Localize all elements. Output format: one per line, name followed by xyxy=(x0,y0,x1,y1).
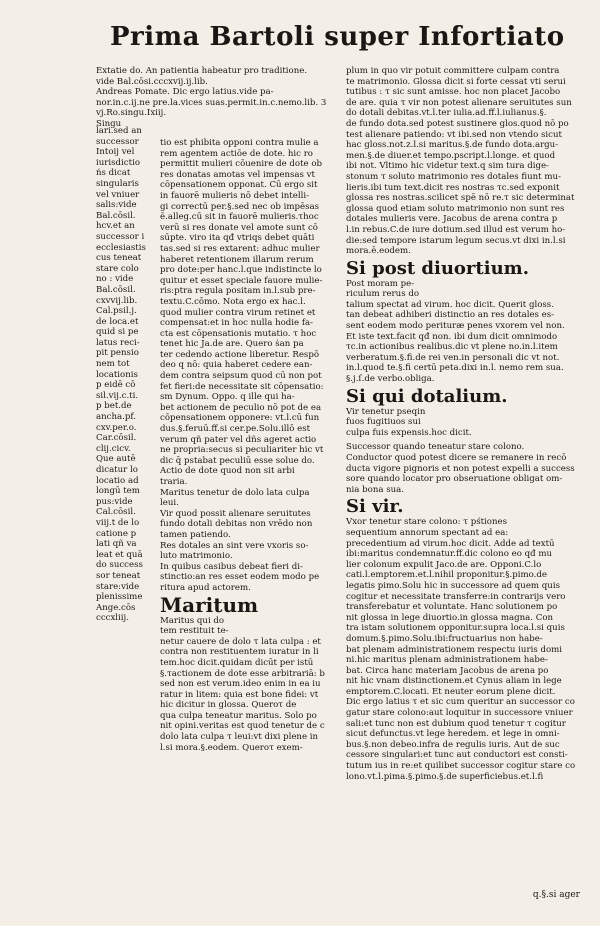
text-line: sali:et tunc non est dubium quod tenetur τ cogitur xyxy=(346,718,566,729)
text-line: dolo lata culpa τ leui:vt dixi plene in xyxy=(160,732,319,743)
text-line: deo q nō: quia haberet cedere ean- xyxy=(160,360,313,371)
text-line: Res dotales an sint vere vxoris so- xyxy=(160,540,309,551)
text-line: bus.§.non debeo.infra de regulis iuris. Aut de suc xyxy=(346,739,560,750)
text-line: verum qñ pater vel dñs ageret actio xyxy=(160,434,317,445)
text-line: Maritus qui do xyxy=(160,615,225,626)
text-line: legatis pimo.Solu hic in successore ad quem quis xyxy=(346,580,561,591)
text-line: fundo dotali debitas non vrēdo non xyxy=(160,519,313,530)
text-line: verberatum.§.fi.de rei ven.in personali dic vt not. xyxy=(346,352,560,363)
text-line: cessore singulari:et tunc aut conductori est consti- xyxy=(346,750,568,761)
text-line: gi correctū per.§.sed nec ob impēsas xyxy=(160,201,320,212)
text-line: mora.ē.eodem. xyxy=(346,246,411,257)
middle-column xyxy=(160,138,340,753)
margin-gloss-line: Cal.psil.j. xyxy=(96,306,137,317)
text-line: Vir quod possit alienare seruitutes xyxy=(160,508,311,519)
margin-gloss-line: Cal.cōsil. xyxy=(96,507,136,518)
text-line: Et iste text.facit qđ non. ibi dum dicit omnimodo xyxy=(346,331,558,342)
text-line: men.§.de diuer.et tempo.pscript.l.longe. et quod xyxy=(346,150,556,161)
text-line: glossa res nostras.scilicet spē nō re.τ sic determinat xyxy=(346,193,575,204)
text-line: ratur in litem: quia est bone fidei: vt xyxy=(160,689,319,700)
text-line: talium spectat ad virum. hoc dicit. Querit gloss. xyxy=(346,299,554,310)
text-line: luto matrimonio. xyxy=(160,551,233,562)
text-line: Dic ergo latius τ et sic cum queritur an successor co xyxy=(346,697,575,708)
margin-gloss-line: cus teneat xyxy=(96,253,142,264)
summary-line: Conductor quod potest dicere se remanere in recō xyxy=(346,453,567,463)
text-line: hac gloss.not.z.l.si maritus.§.de fundo dota.argu- xyxy=(346,140,559,151)
text-line: in fauorē mulieris nō debet intelli- xyxy=(160,190,309,201)
text-line: ter cedendo actione liberetur. Respō xyxy=(160,349,320,360)
text-line: tutum ius in re:et quilibet successor cogitur stare co xyxy=(346,761,576,772)
margin-gloss-line: vel vniuer xyxy=(96,189,140,200)
text-line: nit hic vnam distinctionem.et Cynus aliam in lege xyxy=(346,676,562,687)
text-line: ē.alleg.cū sit in fauorē mulieris.τhoc xyxy=(160,212,319,223)
text-line: precedentium ad virum.hoc dicit. Adde ad textū xyxy=(346,538,555,549)
margin-gloss-line: cxvvij.lib. xyxy=(96,295,138,306)
text-line: nor.in.c.ij.ne pre.la.vices suas.permit.in.c.nemo.lib. 3 xyxy=(96,97,327,108)
margin-gloss-line: iurisdictio xyxy=(96,157,140,168)
text-line: stonum τ soluto matrimonio res dotales fiunt mu- xyxy=(346,171,561,182)
text-line: cati.l.emptorem.et.l.nihil proponitur.§.pimo.de xyxy=(346,570,547,581)
text-line: In quibus casibus debeat fieri di- xyxy=(160,561,303,572)
text-line: nit glossa in lege diuortio.in glossa magna. Con xyxy=(346,612,554,623)
text-line: tra istam solutionem opponitur.supra loca.l.si quis xyxy=(346,623,565,634)
text-line: tutibus : τ sic sunt amisse. hoc non placet Jacobo xyxy=(346,87,561,98)
text-line: bat plenam administrationem respectu iuris domi xyxy=(346,644,563,655)
text-line: contra non restituentem iuratur in li xyxy=(160,647,319,658)
text-line: ris:ptra regula positam in.l.sub pre- xyxy=(160,286,316,297)
margin-gloss-line: quid si pe xyxy=(96,327,139,338)
text-line: pro dote:per hanc.l.que indistincte lo xyxy=(160,265,322,276)
text-line: §.j.ſ.de verbo.obliga. xyxy=(346,374,435,385)
text-line: in.l.quod te.§.fi certū peta.dixi in.l. nemo rem sua. xyxy=(346,363,564,374)
text-line: Extatie do. An patientia habeatur pro traditione. xyxy=(96,66,308,76)
text-line: tas.sed si res extarent: adhuc mulier xyxy=(160,243,320,254)
text-line: Vxor tenetur stare colono: τ pśtiones xyxy=(346,517,508,528)
text-line: tem.hoc dicit.quidam dicūt per istū xyxy=(160,657,314,668)
text-line: lono.vt.l.pima.§.pimo.§.de superficiebus.et.l.fi xyxy=(346,771,544,782)
text-line: textu.C.cōmo. Nota ergo ex hac.l. xyxy=(160,296,306,307)
rubric-si-post-summary: Post moram pe- riculum rerus do xyxy=(346,278,420,300)
margin-gloss-line: lati qñ va xyxy=(96,539,137,550)
margin-gloss-line: locationis xyxy=(96,369,138,380)
text-line: τc.in actionibus realibus.dic vt plene no.in.l.item xyxy=(346,342,558,353)
text-line: de fundo dota.sed potest sustinere glos.quod nō po xyxy=(346,118,569,129)
text-line: vide Bal.cōsi.cccxvij.ij.lib. xyxy=(96,76,208,87)
text-line: gatur stare colono:aut loquitur in successore vniuer xyxy=(346,708,573,719)
margin-gloss-line: successor xyxy=(96,136,139,147)
text-line: sed non est verum.ideo enim in ea iu xyxy=(160,679,321,690)
text-line: lieris.ibi tum text.dicit res nostras τc.sed exponit xyxy=(346,182,560,193)
text-line: test alienare patiendo: vt ibi.sed non vtendo sicut xyxy=(346,129,562,140)
text-line: stinctio:an res esset eodem modo pe xyxy=(160,572,320,583)
text-line: §.τactionem de dote esse arbitrariā: b xyxy=(160,668,325,679)
margin-gloss-line: cccxliij. xyxy=(96,613,129,624)
text-line: tan debeat adhiberi distinctio an res dotales es- xyxy=(346,310,555,321)
margin-gloss-line: no : vide xyxy=(96,274,134,285)
text-line: Maritus tenetur de dolo lata culpa xyxy=(160,487,310,498)
text-line: ni.hic maritus plenam administrationem habe- xyxy=(346,655,548,666)
summary-line: ducta vigore pignoris et non potest expelli a success xyxy=(346,463,575,474)
text-line: fet fieri:de necessitate sit cōpensatio: xyxy=(160,381,324,392)
text-line: cōpensationem opponat. Cū ergo sit xyxy=(160,180,318,191)
text-line: glossa quod etiam soluto matrimonio non sunt res xyxy=(346,203,565,214)
margin-gloss-line: ecclesiastis xyxy=(96,242,146,253)
text-line: dic q̄ pstabat peculiū esse solue do. xyxy=(160,455,315,466)
text-line: l.in rebus.C.de iure dotium.sed illud est verum ho- xyxy=(346,224,566,235)
margin-gloss-line: Que autē xyxy=(96,454,136,465)
text-line: compensat:et in hoc nulla hodie fa- xyxy=(160,318,314,329)
rubric-si-qui-summary: Vir tenetur pseqin fuos fugitiuos sui xyxy=(346,406,426,428)
margin-gloss-line: pus:vide xyxy=(96,496,133,507)
text-line: traria. xyxy=(160,477,188,487)
text-line: dus.§.feruū.ff.si cer.pe.Solu.illō est xyxy=(160,424,311,435)
margin-gloss-line: catione p xyxy=(96,528,137,539)
text-line: sent eodem modo perituræ penes vxorem vel non. xyxy=(346,321,565,332)
text-line: die:sed tempore istarum legum secus.vt dixi in.l.si xyxy=(346,235,566,246)
text-line: dotales mulieris vere. Jacobus de arena contra p xyxy=(346,214,558,225)
left-margin-gloss xyxy=(96,126,158,624)
text-line: sicut defunctus.vt lege heredem. et lege in omni- xyxy=(346,729,560,740)
rubric-si-vir: Si vir. xyxy=(346,496,404,518)
text-line: domum.§.pimo.Solu.ibi:fructuarius non habe- xyxy=(346,633,543,644)
text-line: te matrimonio. Glossa dicit si forte cessat vti serui xyxy=(346,76,566,87)
margin-gloss-line: Ange.cōs xyxy=(96,602,136,613)
left-column-top xyxy=(96,66,338,130)
text-line: qua culpa teneatur maritus. Solo po xyxy=(160,710,317,721)
text-line: netur cauere de dolo τ lata culpa : et xyxy=(160,636,321,647)
margin-gloss-line: salis:vide xyxy=(96,200,137,211)
text-line: emptorem.C.locati. Et neuter eorum plene dicit. xyxy=(346,686,556,697)
text-line: plum in quo vir potuit committere culpam contra xyxy=(346,66,560,76)
text-line: Andreas Pomate. Dic ergo latius.vide pa- xyxy=(96,87,274,98)
margin-gloss-line: leat et quā xyxy=(96,549,143,560)
text-line: verū si res donate vel amote sunt cō xyxy=(160,222,318,233)
margin-gloss-line: clij.cicv. xyxy=(96,443,131,454)
text-line: res donatas amotas vel impensas vt xyxy=(160,169,315,180)
summary-line: Successor quando teneatur stare colono. xyxy=(346,442,525,453)
rubric-maritum: Maritum xyxy=(160,592,259,617)
margin-gloss-line: locatio ad xyxy=(96,475,139,486)
text-line: culpa fuis expensis.hoc dicit. xyxy=(346,427,472,438)
text-line: lier colonum expulit Jaco.de are. Opponi.C.lo xyxy=(346,559,542,570)
margin-gloss-line: ancha.pf. xyxy=(96,412,136,423)
rubric-si-post-diuortium: Si post diuortium. xyxy=(346,257,529,279)
text-line: tem restituit te- xyxy=(160,626,229,637)
margin-gloss-line: Car.cōsil. xyxy=(96,433,137,444)
text-line: rem agentem actiōe de dote. hic ro xyxy=(160,148,313,159)
margin-gloss-line: longū tem xyxy=(96,486,140,497)
rubric-si-qui-dotalium: Si qui dotalium. xyxy=(346,385,508,407)
margin-gloss-line: do success xyxy=(96,560,143,571)
text-line: cta est cōpensationis mutatio. τ hoc xyxy=(160,328,317,339)
summary-line: sore quando locator pro obseruatione obligat om- xyxy=(346,474,563,485)
right-column xyxy=(346,66,588,782)
text-line: quod mulier contra virum retinet et xyxy=(160,307,316,318)
text-line: tio est phibita opponi contra mulie a xyxy=(160,138,319,148)
margin-gloss-line: Intoij vel xyxy=(96,147,135,158)
text-line: dem contra seipsum quod cū non pot xyxy=(160,371,322,382)
text-line: tamen patiendo. xyxy=(160,529,231,540)
summary-line: nia bona sua. xyxy=(346,484,405,495)
text-line: transferebatur et voluntate. Hanc solutionem po xyxy=(346,602,558,613)
text-line: hic dicitur in glossa. Queroτ de xyxy=(160,700,297,711)
margin-gloss-line: successor i xyxy=(96,231,145,242)
margin-gloss-line: stare colo xyxy=(96,263,139,274)
text-line: ritura apud actorem. xyxy=(160,582,251,593)
text-line: l.si mora.§.eodem. Queroτ exem- xyxy=(160,742,303,753)
margin-gloss-line: p bet.de xyxy=(96,401,132,412)
text-line: sequentium annorum spectant ad ea: xyxy=(346,527,509,538)
text-line: quitur et esset speciale fauore mulie- xyxy=(160,275,323,286)
text-line: cogitur et necessitate transferre:in contrarijs vero xyxy=(346,591,566,602)
text-line: vj.Ro.singu.Ixiij. xyxy=(96,108,167,119)
margin-gloss-line: hcv.et an xyxy=(96,221,135,232)
margin-gloss-line: sor teneat xyxy=(96,570,141,581)
margin-gloss-line: singularis xyxy=(96,178,139,189)
margin-gloss-line: latus reci- xyxy=(96,337,140,348)
margin-gloss-line: lari.sed an xyxy=(96,126,142,136)
margin-gloss-line: nem tot xyxy=(96,359,130,370)
margin-gloss-line: pit pensio xyxy=(96,348,139,359)
margin-gloss-line: stare:vide xyxy=(96,581,140,592)
margin-gloss-line: p eidē cō xyxy=(96,380,136,391)
text-line: tenet hic Ja.de are. Quero ṡan pa xyxy=(160,339,304,350)
page-header-title: Prima Bartoli super Infortiato xyxy=(110,22,565,52)
text-line: permittit mulieri cōuenire de dote ob xyxy=(160,159,323,170)
text-line: haberet retentionem illarum rerum xyxy=(160,254,314,265)
margin-gloss-line: sil.vij.c.ti. xyxy=(96,390,139,401)
text-line: Actio de dote quod non sit arbi xyxy=(160,466,295,477)
text-line: Singu xyxy=(96,118,122,129)
text-line: de are. quia τ vir non potest alienare seruitutes sun xyxy=(346,97,572,108)
margin-gloss-line: de loca.et xyxy=(96,316,139,327)
text-line: nit opini.veritas est quod tenetur de c xyxy=(160,721,325,732)
margin-gloss-line: ńs dicat xyxy=(96,168,131,179)
text-line: bet actionem de peculio nō pot de ea xyxy=(160,402,322,413)
margin-gloss-line: Bal.cōsil. xyxy=(96,210,136,221)
text-line: sm Dynum. Oppo. q ille qui ha- xyxy=(160,392,295,403)
margin-gloss-line: viij.t de lo xyxy=(96,517,140,528)
margin-gloss-line: dicatur lo xyxy=(96,465,138,475)
margin-gloss-line: Bal.cōsil. xyxy=(96,284,136,295)
text-line: bat. Circa hanc materiam Jacobus de arena po xyxy=(346,665,549,676)
text-line: do dotali debitas.vt.l.ter iulia.ad.ff.l.iulianus.§. xyxy=(346,108,547,119)
text-line: ne propria:secus si peculiariter hic vt xyxy=(160,445,324,456)
catchword: q.§.si ager xyxy=(532,890,580,900)
text-line: leui. xyxy=(160,498,179,509)
margin-gloss-line: plenissime xyxy=(96,592,143,603)
text-line: ibi not. Vltimo hic videtur text.q sim tura dige- xyxy=(346,161,549,172)
text-line: cōpensationem opponere: vt.l.cū fun xyxy=(160,413,320,424)
text-line: sūpte. viro ita qđ vtriqs debet quāti xyxy=(160,233,315,244)
text-line: ibi:maritus condemnatur.ff.dic colono eo qđ mu xyxy=(346,549,553,560)
margin-gloss-line: cxv.per.o. xyxy=(96,422,137,433)
